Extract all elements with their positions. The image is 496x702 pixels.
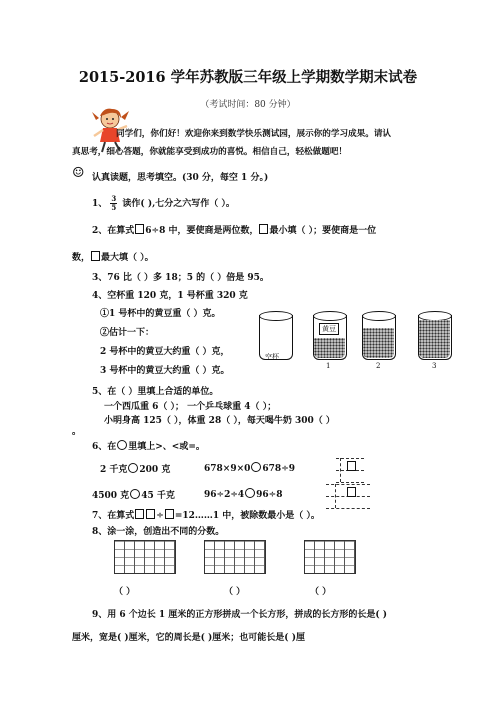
page-title: 2015-2016 学年苏教版三年级上学期数学期末试卷 — [78, 69, 418, 86]
q6-r1b-right: 678÷9 — [262, 464, 295, 474]
fraction-grid-1[interactable] — [114, 540, 176, 574]
empty-cup-rim — [259, 311, 293, 321]
q6-row1-b — [204, 462, 295, 474]
blank-circle-icon[interactable] — [251, 462, 261, 472]
intro-line-2: 真思考，细心答题，你就能享受到成功的喜悦。相信自己，轻松做题吧！ — [72, 147, 348, 157]
q6-row1-a — [100, 462, 170, 475]
question-9-line-1: 9、用 6 个边长 1 厘米的正方形拼成一个长方形，拼成的长方形的长是( ) — [92, 610, 387, 620]
q6-r2a-left: 4500 克 — [92, 491, 130, 501]
question-6-head — [92, 439, 205, 452]
cup-label-3: 3 — [432, 362, 437, 370]
blank-box-icon — [165, 509, 174, 519]
question-5-line-1: 一个西瓜重 6（ ）； 一个乒乓球重 4（ ）； — [104, 402, 277, 412]
question-4-sub-3: 2 号杯中的黄豆大约重（ ）克， — [100, 347, 230, 357]
section1-heading: 认真读题，思考填空。(30 分，每空 1 分。) — [92, 173, 269, 183]
blank-circle-icon[interactable] — [128, 463, 138, 473]
bean-label: 黄豆 — [319, 323, 339, 335]
q6-row2-b — [204, 488, 282, 500]
q1-frac-denominator: 5 — [111, 203, 117, 212]
question-4-head: 4、空杯重 120 克，1 号杯重 320 克 — [92, 291, 248, 301]
fraction-grid-2[interactable] — [204, 540, 266, 574]
q2-e: 最大填（ ）。 — [101, 253, 154, 263]
question-2-line-2 — [72, 250, 154, 263]
q8-answer-1: （ ） — [114, 587, 136, 597]
question-9-line-2: 厘米，宽是( )厘米，它的周长是( )厘米；也可能长是( )厘 — [72, 633, 305, 643]
q1-frac-numerator: 3 — [111, 194, 117, 203]
q6-a: 6、在 — [92, 442, 117, 452]
cup-3-beans — [419, 320, 450, 358]
blank-circle-icon[interactable] — [245, 488, 255, 498]
question-5-line-3: 。 — [72, 427, 82, 437]
cup-2-rim — [362, 311, 396, 321]
question-4-sub-2: ②估计一下： — [100, 328, 155, 338]
cup-label-1: 1 — [326, 362, 331, 370]
blank-box-icon — [135, 224, 144, 234]
q2-c: 最小填（ ）；要使商是一位 — [269, 226, 377, 236]
cup-2-beans — [363, 328, 394, 358]
q8-answer-2: （ ） — [224, 587, 246, 597]
question-2-line-1 — [92, 223, 376, 236]
smiley-icon: ☺ — [72, 165, 85, 181]
q1-fraction — [110, 195, 117, 212]
q1-text: 读作( ),七分之六写作（ ）。 — [122, 199, 235, 209]
q7-b: ÷ — [156, 511, 164, 521]
question-5-head: 5、在（ ）里填上合适的单位。 — [92, 387, 219, 397]
blank-box-icon — [91, 251, 100, 261]
q1-number: 1、 — [92, 199, 108, 209]
question-8-head: 8、涂一涂，创造出不同的分数。 — [92, 527, 225, 537]
q6-r2b-left: 96÷2÷4 — [204, 490, 245, 500]
blank-box-icon — [259, 224, 268, 234]
q6-r1a-left: 2 千克 — [100, 465, 128, 475]
q7-c: =12……1 中，被除数最小是（ ）。 — [174, 511, 320, 521]
question-7 — [92, 508, 320, 521]
q6-r2b-right: 96÷8 — [256, 490, 283, 500]
blank-box-icon — [135, 509, 144, 519]
blank-box-icon — [347, 487, 356, 497]
q6-b: 里填上>、<或=。 — [128, 442, 205, 452]
fraction-grid-3[interactable] — [304, 540, 356, 574]
blank-circle-icon[interactable] — [130, 489, 140, 499]
intro-line-1: 同学们，你们好！欢迎你来到数学快乐测试园，展示你的学习成果。请认 — [116, 129, 392, 139]
blank-circle-icon — [117, 440, 127, 450]
cup-label-2: 2 — [376, 362, 381, 370]
question-4-sub-1: ①1 号杯中的黄豆重（ ）克。 — [100, 309, 221, 319]
blank-box-icon — [146, 509, 155, 519]
question-3: 3、76 比（ ）多 18；5 的（ ）倍是 95。 — [92, 273, 269, 283]
q2-d: 数， — [72, 253, 91, 263]
q2-a: 2、在算式 — [92, 226, 135, 236]
cup-label-empty: 空杯 — [265, 353, 279, 361]
q6-r2a-right: 45 千克 — [141, 491, 175, 501]
question-1 — [92, 195, 235, 212]
blank-box-icon — [347, 461, 356, 471]
q8-answer-3: （ ） — [310, 587, 332, 597]
q7-a: 7、在算式 — [92, 511, 135, 521]
q6-row2-a — [92, 488, 175, 501]
exam-time: （考试时间：80 分钟） — [200, 100, 296, 110]
question-4-sub-4: 3 号杯中的黄豆大约重（ ）克。 — [100, 366, 230, 376]
q6-r1b-left: 678×9×0 — [204, 464, 251, 474]
q6-r1a-right: 200 克 — [139, 465, 171, 475]
question-5-line-2: 小明身高 125（ ），体重 28（ ），每天喝牛奶 300（ ） — [104, 416, 335, 426]
cup-1-beans — [314, 338, 345, 358]
q2-b: 6÷8 中，要使商是两位数， — [145, 226, 259, 236]
cup-1-rim — [313, 311, 347, 321]
